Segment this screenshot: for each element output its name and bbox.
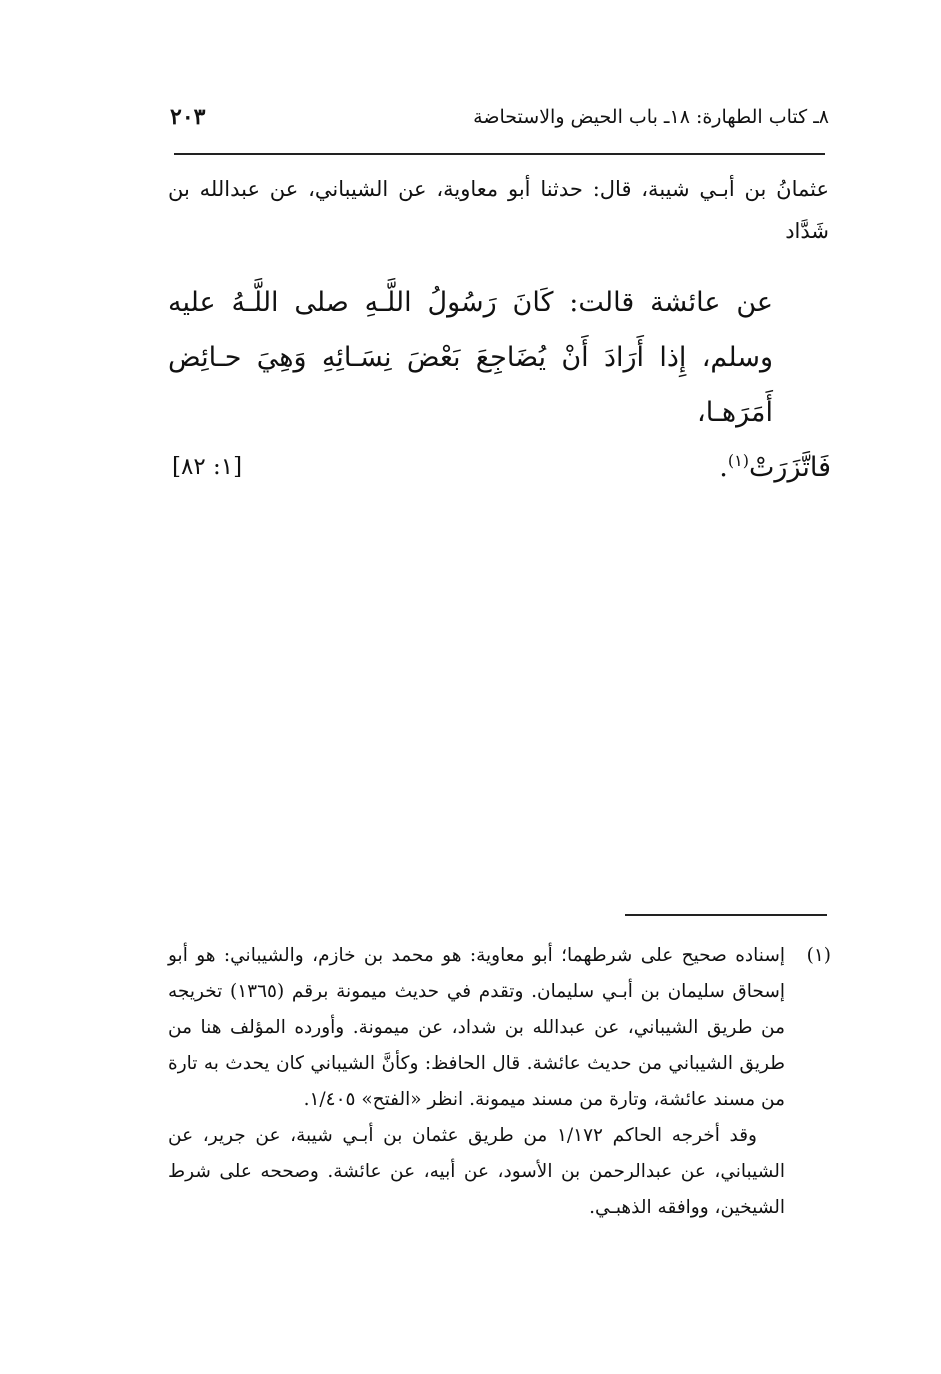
footnote-paragraph: وقد أخرجه الحاكم ١/١٧٢ من طريق عثمان بن أبـي شيبة، عن جرير، عن الشيباني، عن عبدالرحمن بن الأسود، عن أبيه، عن عائشة. وصححه على شرط الشيخين، ووافقه الذهبـي. <box>168 1125 785 1218</box>
footnote-marker[interactable]: (١) <box>727 451 749 470</box>
hadith-text-last-line <box>168 440 831 495</box>
page-number: ٢٠٣ <box>170 104 206 130</box>
hadith-text-ending <box>719 440 831 495</box>
page-header <box>170 100 829 140</box>
isnad-chain: عثمانُ بن أبـي شيبة، قال: حدثنا أبو معاوية، عن الشيباني، عن عبدالله بن شَدَّاد <box>168 177 829 243</box>
footnote-separator <box>625 914 827 916</box>
hadith-last-word: فَاتَّزَرَتْ <box>748 452 831 483</box>
hadith-text-main: عن عائشة قالت: كَانَ رَسُولُ اللَّـهِ صلى اللَّـهُ عليه وسلم، إِذا أَرَادَ أَنْ يُضَاجِعَ بَعْضَ نِسَـائِهِ وَهِيَ حـائِض أَمَرَهـا، <box>168 287 773 428</box>
hadith-reference: [١: ٨٢] <box>172 454 243 480</box>
footnote-paragraph: إسناده صحيح على شرطهما؛ أبو معاوية: هو محمد بن خازم، والشيباني: هو أبو إسحاق سليمان بن أبـي سليمان. وتقدم في حديث ميمونة برقم (١٣٦٥) تخريجه من طريق الشيباني، عن عبدالله بن شداد، عن ميمونة. وأورده المؤلف هنا من طريق الشيباني من حديث عائشة. قال الحافظ: وكأنَّ الشيباني كان يحدث به تارة من مسند عائشة، وتارة من مسند ميمونة. انظر «الفتح» ١/٤٠٥. <box>168 945 785 1110</box>
running-head: ٨ـ كتاب الطهارة: ١٨ـ باب الحيض والاستحاضة <box>473 106 829 128</box>
footnote-number: (١) <box>806 945 831 966</box>
hadith-text <box>168 275 831 495</box>
footnotes-section <box>168 938 831 1226</box>
footnote <box>168 938 831 1226</box>
header-rule <box>174 153 825 155</box>
hadith-end-mark: . <box>719 452 728 483</box>
